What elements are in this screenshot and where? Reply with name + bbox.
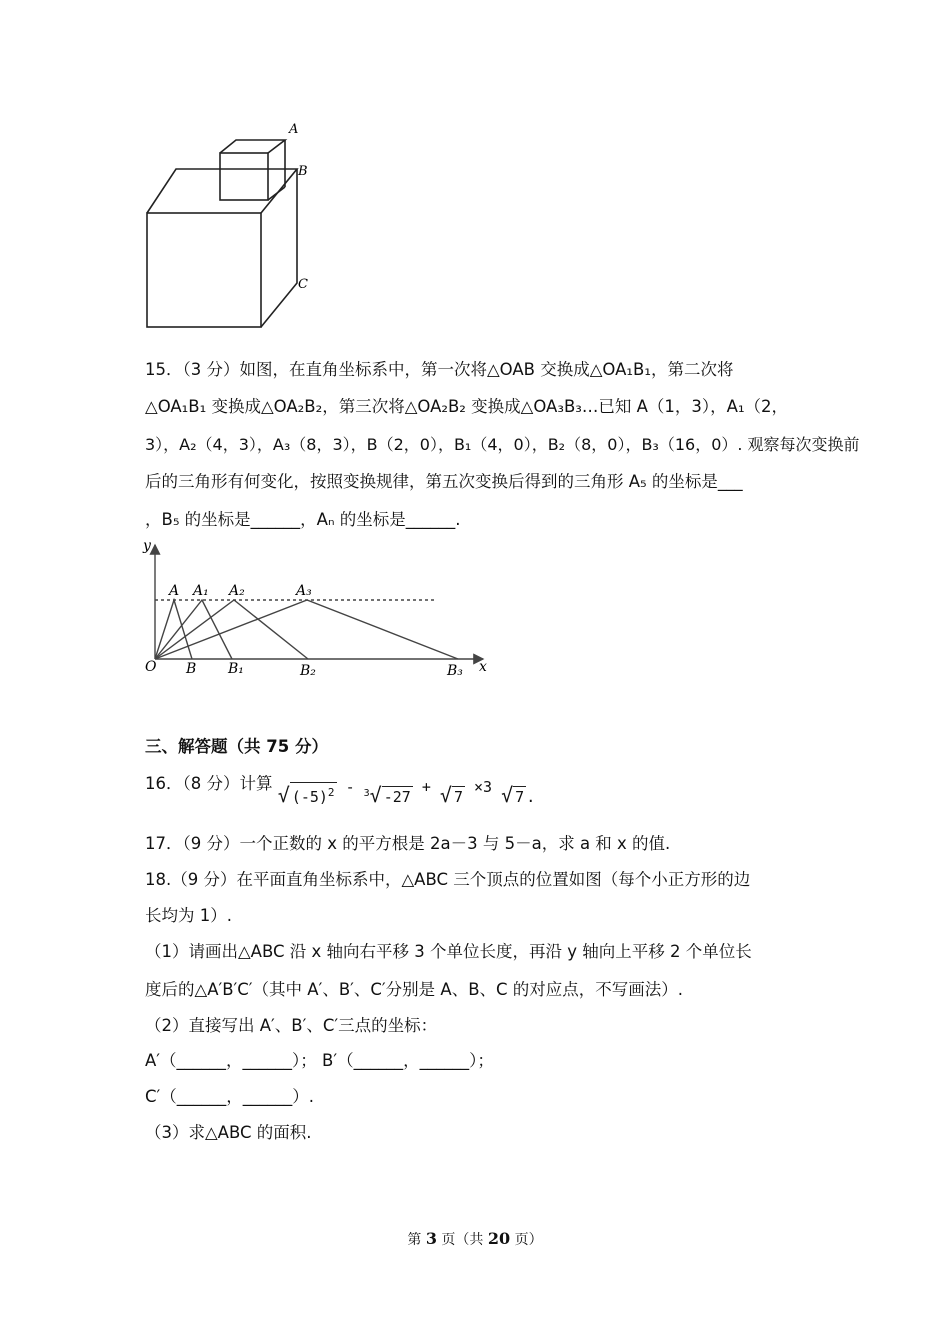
label-b1: B₁ (228, 661, 244, 677)
q18-line-4: 度后的△A′B′C′（其中 A′、B′、C′分别是 A、B、C 的对应点，不写画法）. (145, 980, 684, 999)
q15-line-2: △OA₁B₁ 变换成△OA₂B₂，第三次将△OA₂B₂ 变换成△OA₃B₃…已知 A（1，3），A₁（2， (145, 397, 789, 416)
page-total: 20 (487, 1229, 511, 1248)
sqrt7-arg: 7 (453, 788, 463, 806)
label-a0: A (169, 583, 180, 599)
cbrt-index: 3 (363, 788, 370, 799)
q15-line-4: 后的三角形有何变化，按照变换规律，第五次变换后得到的三角形 A₅ 的坐标是___ (145, 472, 743, 491)
triangle-sequence-figure (135, 535, 505, 685)
q18-line-5: （2）直接写出 A′、B′、C′三点的坐标： (145, 1016, 438, 1035)
label-a1: A₁ (193, 583, 209, 599)
page-footer: 第 3 页（共 20 页） (407, 1229, 543, 1248)
label-a2: A₂ (229, 583, 245, 599)
small-cube-front (220, 153, 268, 200)
q18-line-7: C′（______，______）. (145, 1087, 315, 1106)
x-label: x (479, 659, 487, 675)
triangle-oab (155, 600, 192, 659)
q18-line-2: 长均为 1）. (145, 906, 232, 925)
origin-label: O (145, 659, 157, 675)
q16-expression: √ $(-5)^2 - ^3√$ -27 + √ 7 ×3 √ 7 . (277, 778, 536, 807)
q18-line-3: （1）请画出△ABC 沿 x 轴向右平移 3 个单位长度，再沿 y 轴向上平移 2 个单位长 (145, 942, 752, 961)
q17-line: 17．（9 分）一个正数的 x 的平方根是 2a－3 与 5－a，求 a 和 x 的值. (145, 834, 671, 853)
label-b0: B (186, 661, 197, 677)
sqrt-arg: (-5) (291, 788, 328, 806)
triangle-oa3b3 (155, 600, 458, 659)
page-number: 3 (425, 1229, 437, 1248)
big-cube-top (147, 169, 297, 213)
cbrt-arg: -27 (383, 788, 411, 806)
big-cube-front (147, 213, 261, 327)
q18-line-6: A′（______，______）； B′（______，______）； (145, 1051, 494, 1070)
q15-line-5: ，B₅ 的坐标是______，Aₙ 的坐标是______. (145, 510, 461, 529)
q18-line-1: 18.（9 分）在平面直角坐标系中，△ABC 三个顶点的位置如图（每个小正方形的边 (145, 870, 751, 889)
q16-line (145, 774, 535, 810)
sqrt-exp: 2 (327, 786, 335, 799)
label-b3: B₃ (447, 663, 463, 679)
q18-line-8: （3）求△ABC 的面积. (145, 1123, 312, 1142)
label-a3: A₃ (296, 583, 312, 599)
times-three: ×3 (474, 778, 493, 796)
label-b2: B₂ (300, 663, 316, 679)
y-label: y (143, 538, 151, 554)
label-b: B (298, 164, 308, 179)
q15-line-1: 15．（3 分）如图，在直角坐标系中，第一次将△OAB 交换成△OA₁B₁，第二次将 (145, 360, 734, 379)
box-stack-figure (130, 115, 330, 335)
sqrt7b-arg: 7 (515, 788, 525, 806)
big-cube-side (261, 169, 297, 327)
q16-end: . (526, 788, 536, 806)
plus-sign: + (421, 778, 431, 796)
label-a: A (289, 122, 299, 137)
q15-line-3: 3），A₂（4，3），A₃（8，3），B（2，0），B₁（4，0），B₂（8，0），B₃（16，0）. 观察每次变换前 (145, 435, 860, 454)
label-c: C (298, 277, 308, 292)
minus-sign: - (345, 778, 355, 796)
section-heading: 三、解答题（共 75 分） (145, 737, 328, 756)
small-cube-top (220, 140, 285, 153)
q16-prefix: 16．（8 分）计算 (145, 774, 273, 793)
